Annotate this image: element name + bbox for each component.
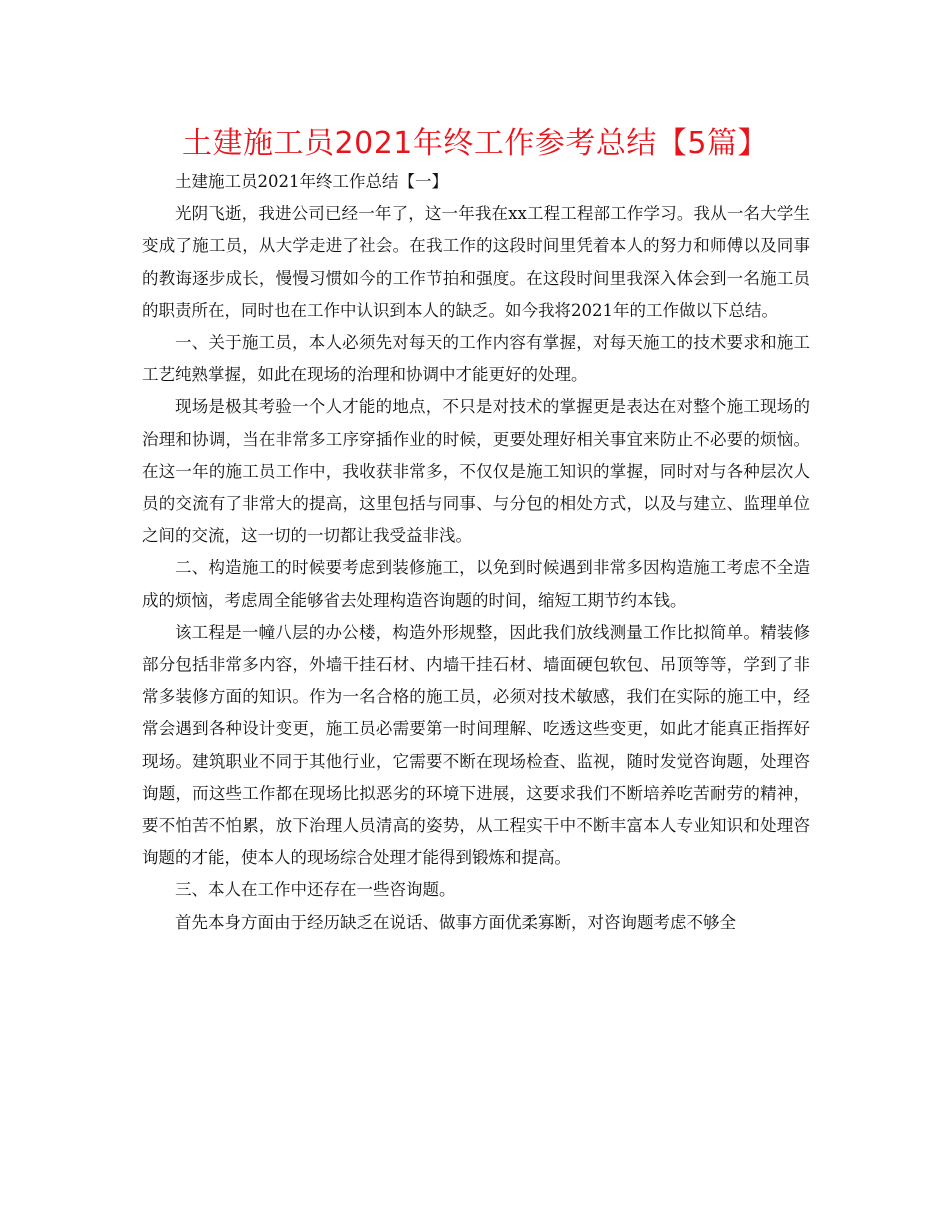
section-heading: 土建施工员2021年终工作总结【一】 [175, 172, 448, 191]
body-paragraph: 一、关于施工员，本人必须先对每天的工作内容有掌握，对每天施工的技术要求和施工工艺纯熟掌握，如此在现场的治理和协调中才能更好的处理。 [142, 333, 810, 385]
body-paragraph: 三、本人在工作中还存在一些咨询题。 [175, 880, 456, 900]
body-paragraph: 现场是极其考验一个人才能的地点，不只是对技术的掌握更是表达在对整个施工现场的治理和协调，当在非常多工序穿插作业的时候，更要处理好相关事宜来防止不必要的烦恼。在这一年的施工员工作中，我收获非常多，不仅仅是施工知识的掌握，同时对与各种层次人员的交流有了非常大的提高，这里包括与同事、与分包的相处方式，以及与建立、监理单位之间的交流，这一切的一切都让我受益非浅。 [142, 397, 810, 546]
body-paragraph: 首先本身方面由于经历缺乏在说话、做事方面优柔寡断，对咨询题考虑不够全 [175, 912, 736, 932]
body-paragraph: 二、构造施工的时候要考虑到装修施工，以免到时候遇到非常多因构造施工考虑不全造成的烦恼，考虑周全能够省去处理构造咨询题的时间，缩短工期节约本钱。 [142, 558, 810, 610]
document-title: 土建施工员2021年终工作参考总结【5篇】 [182, 126, 768, 161]
document-body [142, 166, 810, 939]
body-paragraph: 该工程是一幢八层的办公楼，构造外形规整，因此我们放线测量工作比拟简单。精装修部分包括非常多内容，外墙干挂石材、内墙干挂石材、墙面硬包软包、吊顶等等，学到了非常多装修方面的知识。作为一名合格的施工员，必须对技术敏感，我们在实际的施工中，经常会遇到各种设计变更，施工员必需要第一时间理解、吃透这些变更，如此才能真正指挥好现场。建筑职业不同于其他行业，它需要不断在现场检查、监视，随时发觉咨询题，处理咨询题，而这些工作都在现场比拟恶劣的环境下进展，这要求我们不断培养吃苦耐劳的精神，要不怕苦不怕累，放下治理人员清高的姿势，从工程实干中不断丰富本人专业知识和处理咨询题的才能，使本人的现场综合处理才能得到锻炼和提高。 [142, 622, 810, 868]
body-paragraph: 光阴飞逝，我进公司已经一年了，这一年我在xx工程工程部工作学习。我从一名大学生变成了施工员，从大学走进了社会。在我工作的这段时间里凭着本人的努力和师傅以及同事的教诲逐步成长，慢慢习惯如今的工作节拍和强度。在这段时间里我深入体会到一名施工员的职责所在，同时也在工作中认识到本人的缺乏。如今我将2021年的工作做以下总结。 [142, 204, 810, 320]
